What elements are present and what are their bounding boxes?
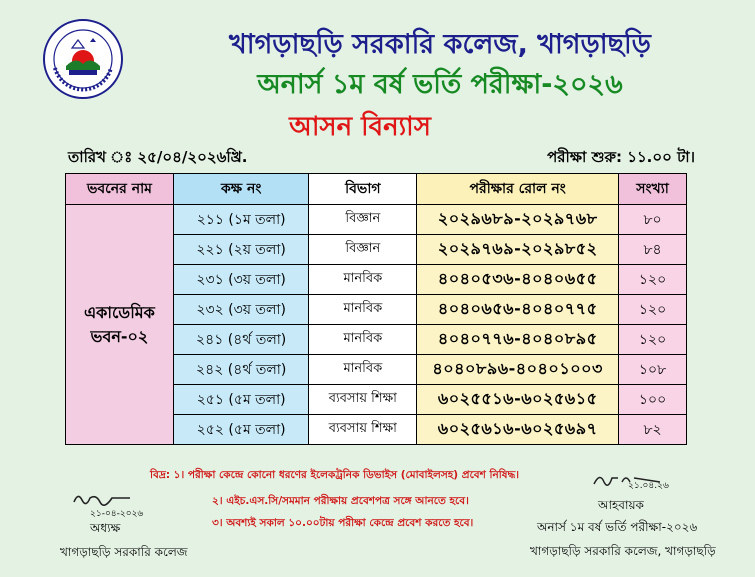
room-cell: ২৫২ (৫ম তলা) bbox=[173, 415, 309, 445]
department-cell: মানবিক bbox=[309, 295, 417, 325]
convener-title: আহবায়ক bbox=[598, 498, 644, 512]
department-cell: বিজ্ঞান bbox=[309, 235, 417, 265]
count-cell: ১০০ bbox=[619, 385, 687, 415]
seat-plan-table bbox=[65, 173, 687, 445]
header-room: কক্ষ নং bbox=[173, 174, 309, 205]
department-cell: ব্যবসায় শিক্ষা bbox=[309, 385, 417, 415]
note-2: ২। এইচ.এস.সি/সমমান পরীক্ষায় প্রবেশপত্র সঙ্গে আনতে হবে। bbox=[212, 495, 469, 507]
seat-plan-title: আসন বিন্যাস bbox=[289, 112, 431, 142]
room-cell: ২৩১ (৩য় তলা) bbox=[173, 265, 309, 295]
principal-org: খাগড়াছড়ি সরকারি কলেজ bbox=[60, 545, 188, 559]
room-cell: ২২১ (২য় তলা) bbox=[173, 235, 309, 265]
department-cell: মানবিক bbox=[309, 355, 417, 385]
count-cell: ৮৪ bbox=[619, 235, 687, 265]
exam-title: অনার্স ১ম বর্ষ ভর্তি পরীক্ষা-২০২৬ bbox=[257, 69, 623, 100]
exam-date: তারিখ ঃ ২৫/০৪/২০২৬খ্রি. bbox=[68, 148, 248, 166]
room-cell: ২৪২ (৪র্থ তলা) bbox=[173, 355, 309, 385]
college-logo bbox=[42, 18, 124, 100]
roll-range-cell: ৪০৪০৮৯৬-৪০৪০১০০৩ bbox=[417, 355, 619, 385]
principal-title: অধ্যক্ষ bbox=[90, 521, 121, 535]
table-header-row bbox=[66, 174, 687, 205]
header-department: বিভাগ bbox=[309, 174, 417, 205]
department-cell: ব্যবসায় শিক্ষা bbox=[309, 415, 417, 445]
count-cell: ১২০ bbox=[619, 325, 687, 355]
count-cell: ১০৮ bbox=[619, 355, 687, 385]
roll-range-cell: ৪০৪০৫৩৬-৪০৪০৬৫৫ bbox=[417, 265, 619, 295]
table-row bbox=[66, 205, 687, 235]
roll-range-cell: ৬০২৫৫১৬-৬০২৫৬১৫ bbox=[417, 385, 619, 415]
exam-start-time: পরীক্ষা শুরু: ১১.০০ টা। bbox=[547, 148, 695, 166]
department-cell: মানবিক bbox=[309, 325, 417, 355]
note-1: বিদ্র: ১। পরীক্ষা কেন্দ্রে কোনো ধরণের ইলেকট্রনিক ডিভাইস (মোবাইলসহ) প্রবেশ নিষিদ্ধ। bbox=[150, 469, 520, 481]
college-seal-icon bbox=[42, 18, 124, 100]
count-cell: ৮২ bbox=[619, 415, 687, 445]
room-cell: ২৪১ (৪র্থ তলা) bbox=[173, 325, 309, 355]
college-title: খাগড়াছড়ি সরকারি কলেজ, খাগড়াছড়ি bbox=[229, 29, 651, 60]
convener-sign-date: ২১.০৪.২৬ bbox=[628, 481, 669, 491]
note-3: ৩। অবশ্যই সকাল ১০.০০টায় পরীক্ষা কেন্দ্রে প্রবেশ করতে হবে। bbox=[212, 517, 474, 529]
roll-range-cell: ৪০৪০৭৭৬-৪০৪০৮৯৫ bbox=[417, 325, 619, 355]
building-name-line2: ভবন-০২ bbox=[90, 326, 149, 346]
roll-range-cell: ২০২৯৭৬৯-২০২৯৮৫২ bbox=[417, 235, 619, 265]
roll-range-cell: ২০২৯৬৮৯-২০২৯৭৬৮ bbox=[417, 205, 619, 235]
department-cell: মানবিক bbox=[309, 265, 417, 295]
count-cell: ১২০ bbox=[619, 265, 687, 295]
building-name-line1: একাডেমিক bbox=[83, 302, 155, 322]
header-building: ভবনের নাম bbox=[66, 174, 174, 205]
convener-exam: অনার্স ১ম বর্ষ ভর্তি পরীক্ষা-২০২৬ bbox=[537, 520, 698, 534]
convener-org: খাগড়াছড়ি সরকারি কলেজ, খাগড়াছড়ি bbox=[530, 544, 716, 558]
roll-range-cell: ৬০২৫৬১৬-৬০২৫৬৯৭ bbox=[417, 415, 619, 445]
department-cell: বিজ্ঞান bbox=[309, 205, 417, 235]
principal-sign-date: ২১-০৪-২০২৬ bbox=[90, 509, 144, 519]
count-cell: ৮০ bbox=[619, 205, 687, 235]
room-cell: ২১১ (১ম তলা) bbox=[173, 205, 309, 235]
header-roll: পরীক্ষার রোল নং bbox=[417, 174, 619, 205]
building-cell bbox=[66, 205, 174, 445]
roll-range-cell: ৪০৪০৬৫৬-৪০৪০৭৭৫ bbox=[417, 295, 619, 325]
count-cell: ১২০ bbox=[619, 295, 687, 325]
header-count: সংখ্যা bbox=[619, 174, 687, 205]
room-cell: ২৩২ (৩য় তলা) bbox=[173, 295, 309, 325]
room-cell: ২৫১ (৫ম তলা) bbox=[173, 385, 309, 415]
